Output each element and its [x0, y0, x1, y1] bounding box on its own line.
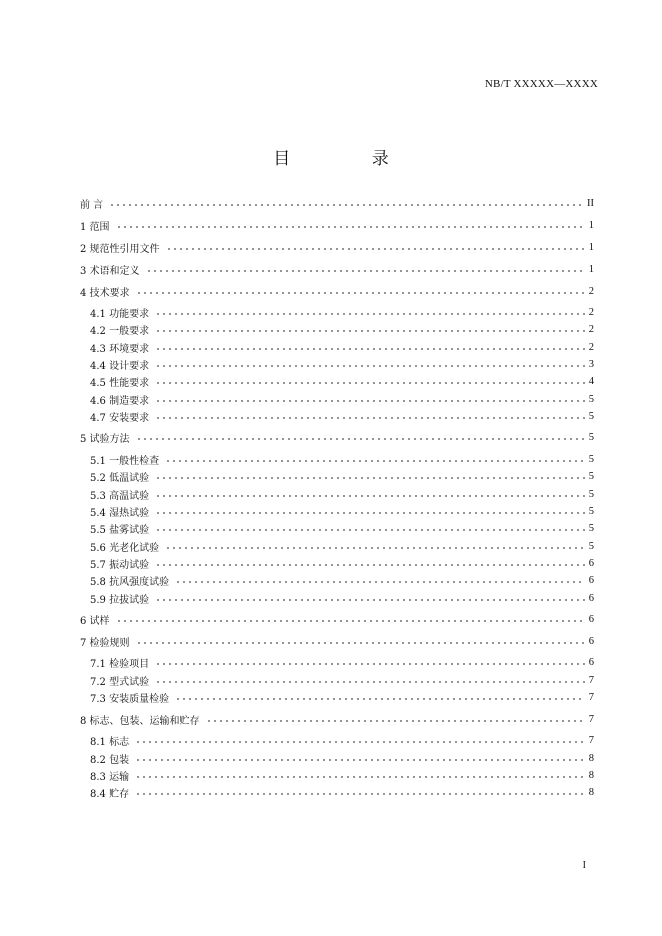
toc-entry[interactable] [80, 430, 594, 444]
toc-entry[interactable] [90, 487, 594, 501]
toc-entry-page: 7 [588, 691, 594, 703]
toc-entry-label: 3 术语和定义 [80, 265, 140, 277]
dot-leader [136, 438, 585, 440]
dot-leader [155, 365, 585, 367]
toc-entry[interactable] [90, 322, 594, 336]
dot-leader [146, 270, 585, 272]
toc-entry[interactable] [90, 469, 594, 483]
toc-entry-page: 6 [588, 557, 594, 569]
toc-entry-label: 5.2 低温试验 [90, 472, 150, 484]
toc-entry[interactable] [90, 655, 594, 669]
dot-leader [155, 348, 585, 350]
toc-entry-page: 6 [588, 656, 594, 668]
dot-leader [136, 292, 585, 294]
page-title: 目 录 [273, 149, 427, 169]
toc-entry-page: 3 [588, 358, 594, 370]
toc-entry[interactable] [90, 392, 594, 406]
toc-entry-label: 5.7 振动试验 [90, 559, 150, 571]
toc-entry-label: 1 范围 [80, 221, 110, 233]
toc-entry-page: 1 [588, 263, 594, 275]
toc-entry-label: 4.5 性能要求 [90, 377, 150, 389]
dot-leader [155, 313, 585, 315]
toc-entry-page: 7 [588, 734, 594, 746]
toc-entry[interactable] [90, 521, 594, 535]
toc-entry[interactable] [90, 374, 594, 388]
toc-entry-label: 4 技术要求 [80, 287, 130, 299]
dot-leader [155, 382, 585, 384]
toc-entry-page: 1 [588, 219, 594, 231]
toc-entry-page: 6 [588, 574, 594, 586]
page-number: I [582, 860, 586, 871]
dot-leader [116, 620, 585, 622]
toc-entry-page: 8 [588, 769, 594, 781]
toc-entry-label: 5.5 盐雾试验 [90, 524, 150, 536]
toc-entry[interactable] [80, 262, 594, 276]
dot-leader [155, 477, 585, 479]
toc-entry-label: 5.3 高温试验 [90, 490, 150, 502]
toc-entry[interactable] [80, 712, 594, 726]
toc-entry-page: 8 [588, 786, 594, 798]
toc-entry-page: 5 [588, 505, 594, 517]
toc-entry-page: 7 [588, 674, 594, 686]
dot-leader [155, 663, 585, 665]
toc-entry-label: 5.1 一般性检查 [90, 455, 160, 467]
toc-entry[interactable] [90, 504, 594, 518]
toc-entry-page: 1 [588, 241, 594, 253]
toc-entry[interactable] [90, 591, 594, 605]
toc-entry[interactable] [90, 305, 594, 319]
toc-entry-page: 2 [588, 341, 594, 353]
toc-entry[interactable] [80, 284, 594, 298]
toc-entry-page: 2 [588, 306, 594, 318]
toc-entry-label: 5.8 抗风强度试验 [90, 576, 170, 588]
toc-entry[interactable] [90, 539, 594, 553]
toc-entry[interactable] [80, 240, 594, 254]
toc-entry-page: 2 [588, 323, 594, 335]
toc-entry-label: 5.4 湿热试验 [90, 507, 150, 519]
toc-entry[interactable] [90, 357, 594, 371]
toc-entry-page: 7 [588, 713, 594, 725]
toc-entry[interactable] [90, 556, 594, 570]
toc-entry-label: 7.1 检验项目 [90, 658, 150, 670]
dot-leader [155, 599, 585, 601]
toc-entry-label: 4.4 设计要求 [90, 360, 150, 372]
toc-entry-page: 6 [588, 635, 594, 647]
dot-leader [155, 512, 585, 514]
toc-entry-label: 7.3 安装质量检验 [90, 693, 170, 705]
toc-entry-label: 4.2 一般要求 [90, 325, 150, 337]
dot-leader [136, 642, 585, 644]
toc-entry-label: 8.2 包装 [90, 754, 130, 766]
dot-leader [175, 581, 585, 583]
document-code: NB/T XXXXX—XXXX [484, 78, 598, 90]
dot-leader [165, 547, 585, 549]
dot-leader [109, 204, 583, 206]
toc-entry-label: 前 言 [80, 199, 104, 211]
toc-entry-label: 4.6 制造要求 [90, 395, 150, 407]
toc-entry-page: 5 [588, 488, 594, 500]
toc-entry[interactable] [90, 785, 594, 799]
dot-leader [165, 460, 585, 462]
toc-entry-page: 5 [588, 522, 594, 534]
toc-entry[interactable] [90, 340, 594, 354]
toc-entry[interactable] [90, 673, 594, 687]
toc-entry-page: 5 [588, 393, 594, 405]
dot-leader [135, 759, 585, 761]
toc-entry-page: 5 [588, 410, 594, 422]
toc-entry[interactable] [90, 751, 594, 765]
toc-entry-page: 5 [588, 540, 594, 552]
toc-entry-label: 7.2 型式试验 [90, 676, 150, 688]
toc-entry-page: 5 [588, 470, 594, 482]
toc-entry-label: 4.1 功能要求 [90, 308, 150, 320]
toc-entry-page: II [587, 197, 594, 209]
dot-leader [175, 698, 585, 700]
toc-entry-label: 2 规范性引用文件 [80, 243, 160, 255]
toc-entry-page: 6 [588, 592, 594, 604]
toc-entry[interactable] [90, 690, 594, 704]
toc-entry[interactable] [80, 218, 594, 232]
toc-entry[interactable] [90, 573, 594, 587]
toc-entry-label: 5.9 拉拔试验 [90, 594, 150, 606]
dot-leader [155, 681, 585, 683]
dot-leader [155, 417, 585, 419]
toc-entry[interactable] [90, 409, 594, 423]
toc-entry-page: 2 [588, 285, 594, 297]
dot-leader [166, 248, 585, 250]
toc-entry[interactable] [90, 733, 594, 747]
dot-leader [116, 226, 585, 228]
toc-entry-page: 5 [588, 453, 594, 465]
toc-entry-page: 8 [588, 752, 594, 764]
dot-leader [155, 495, 585, 497]
dot-leader [135, 776, 585, 778]
toc-entry-label: 8 标志、包装、运输和贮存 [80, 715, 200, 727]
toc-entry-label: 4.3 环境要求 [90, 343, 150, 355]
toc-entry[interactable] [90, 452, 594, 466]
toc-entry-label: 7 检验规则 [80, 637, 130, 649]
toc-entry[interactable] [80, 612, 594, 626]
toc-entry-label: 5 试验方法 [80, 433, 130, 445]
toc-entry-page: 5 [588, 431, 594, 443]
toc-entry[interactable] [90, 768, 594, 782]
dot-leader [135, 793, 585, 795]
toc-entry-page: 4 [588, 375, 594, 387]
toc-entry-label: 8.1 标志 [90, 736, 130, 748]
dot-leader [135, 741, 585, 743]
dot-leader [206, 720, 585, 722]
toc-entry[interactable] [80, 196, 594, 210]
toc-entry-label: 8.3 运输 [90, 771, 130, 783]
dot-leader [155, 400, 585, 402]
dot-leader [155, 529, 585, 531]
toc-entry-page: 6 [588, 613, 594, 625]
toc-entry-label: 6 试样 [80, 615, 110, 627]
toc-entry-label: 8.4 贮存 [90, 788, 130, 800]
dot-leader [155, 564, 585, 566]
dot-leader [155, 330, 585, 332]
toc-entry-label: 5.6 光老化试验 [90, 542, 160, 554]
toc-entry-label: 4.7 安装要求 [90, 412, 150, 424]
toc-entry[interactable] [80, 634, 594, 648]
